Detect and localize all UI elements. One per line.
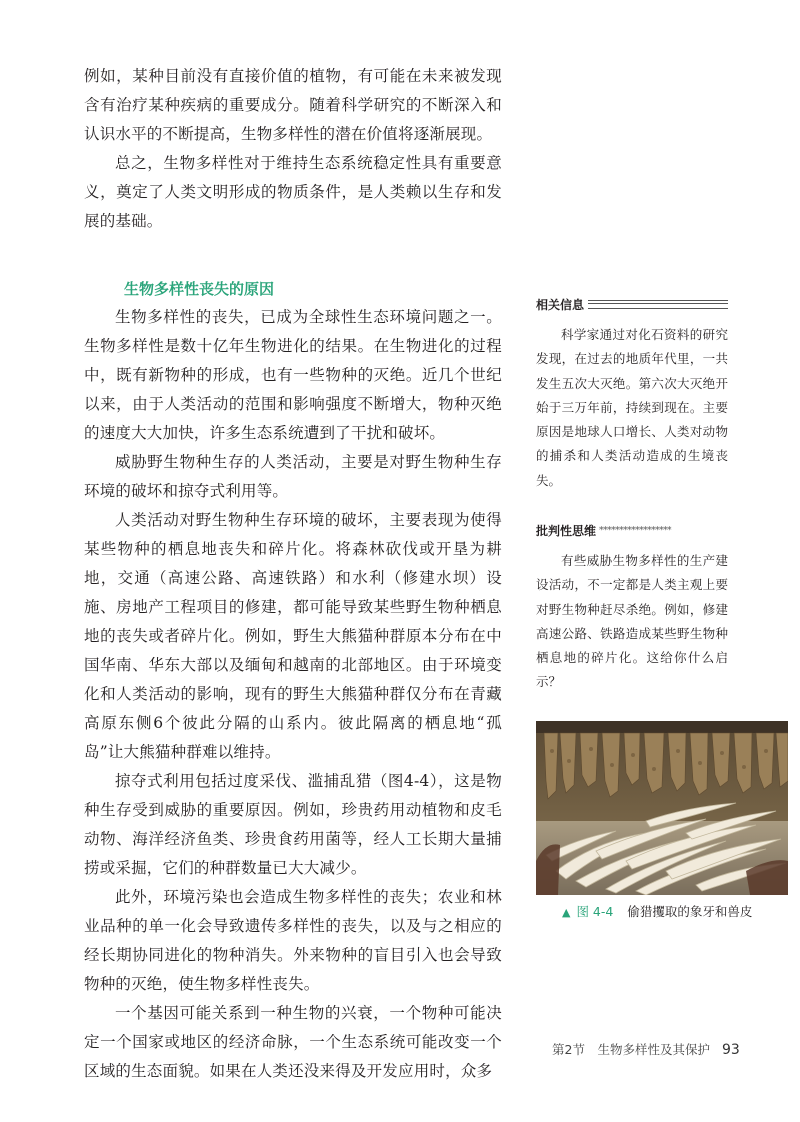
paragraph-3: 生物多样性的丧失，已成为全球性生态环境问题之一。生物多样性是数十亿年生物进化的结果。在生物进化的过程中，既有新物种的形成，也有一些物种的灭绝。近几个世纪以来，由于人类活动的范围和影响强度不断增大，物种灭绝的速度大大加快，许多生态系统遭到了干扰和破坏。 — [84, 308, 502, 442]
related-info-header — [536, 296, 728, 313]
critical-thinking-header — [536, 522, 728, 539]
related-info-title: 相关信息 — [536, 298, 585, 312]
section-heading: 生物多样性丧失的原因 — [124, 280, 275, 298]
paragraph-1: 例如，某种目前没有直接价值的植物，有可能在未来被发现含有治疗某种疾病的重要成分。随着科学研究的不断深入和认识水平的不断提高，生物多样性的潜在价值将逐渐展现。 — [84, 67, 502, 143]
paragraph-2: 总之，生物多样性对于维持生态系统稳定性具有重要意义，奠定了人类文明形成的物质条件，是人类赖以生存和发展的基础。 — [84, 154, 502, 230]
paragraph-4: 威胁野生物种生存的人类活动，主要是对野生物种生存环境的破坏和掠夺式利用等。 — [84, 453, 502, 500]
figure-number: 图 4-4 — [576, 904, 614, 919]
footer-section-title: 第2节 生物多样性及其保护 — [552, 1042, 710, 1057]
paragraph-5: 人类活动对野生物种生存环境的破坏，主要表现为使得某些物种的栖息地丧失和碎片化。将森林砍伐或开垦为耕地，交通（高速公路、高速铁路）和水利（修建水坝）设施、房地产工程项目的修建，都可能导致某些野生物种栖息地的丧失或者碎片化。例如，野生大熊猫种群原本分布在中国华南、华东大部以及缅甸和越南的北部地区。由于环境变化和人类活动的影响，现有的野生大熊猫种群仅分布在青藏高原东侧6个彼此分隔的山系内。彼此隔离的栖息地“孤岛”让大熊猫种群难以维持。 — [84, 511, 502, 761]
critical-thinking-box — [536, 522, 728, 695]
paragraph-6: 掠夺式利用包括过度采伐、滥捕乱猎（图4-4），这是物种生存受到威胁的重要原因。例如，珍贵药用动植物和皮毛动物、海洋经济鱼类、珍贵食药用菌等，经人工长期大量捕捞或采掘，它们的种群数量已大大减少。 — [84, 772, 502, 877]
figure-caption-text: 偷猎攫取的象牙和兽皮 — [627, 904, 753, 919]
critical-thinking-text: 有些威胁生物多样性的生产建设活动，不一定都是人类主观上要对野生物种赶尽杀绝。例如，修建高速公路、铁路造成某些野生物种栖息地的碎片化。这给你什么启示？ — [536, 553, 728, 690]
star-rule-divider: ****************** — [599, 525, 672, 536]
triangle-marker-icon: ▲ — [562, 906, 571, 919]
main-text-column — [84, 62, 502, 1086]
paragraph-8: 一个基因可能关系到一种生物的兴衰，一个物种可能决定一个国家或地区的经济命脉，一个生态系统可能改变一个区域的生态面貌。如果在人类还没来得及开发应用时，众多 — [84, 1004, 502, 1080]
page-number: 93 — [721, 1042, 740, 1058]
critical-thinking-title: 批判性思维 — [536, 524, 597, 538]
ivory-pelts-photo — [536, 721, 788, 895]
figure-caption — [562, 902, 752, 920]
related-info-box — [536, 296, 728, 493]
ivory-pelts-illustration — [536, 721, 788, 895]
page-footer — [552, 1040, 740, 1058]
triple-rule-divider — [588, 300, 728, 309]
paragraph-7: 此外，环境污染也会造成生物多样性的丧失；农业和林业品种的单一化会导致遗传多样性的丧失，以及与之相应的经长期协同进化的物种消失。外来物种的盲目引入也会导致物种的灭绝，使生物多样性丧失。 — [84, 888, 502, 993]
related-info-text: 科学家通过对化石资料的研究发现，在过去的地质年代里，一共发生五次大灭绝。第六次大灭绝开始于三万年前，持续到现在。主要原因是地球人口增长、人类对动物的捕杀和人类活动造成的生境丧失。 — [536, 327, 728, 488]
